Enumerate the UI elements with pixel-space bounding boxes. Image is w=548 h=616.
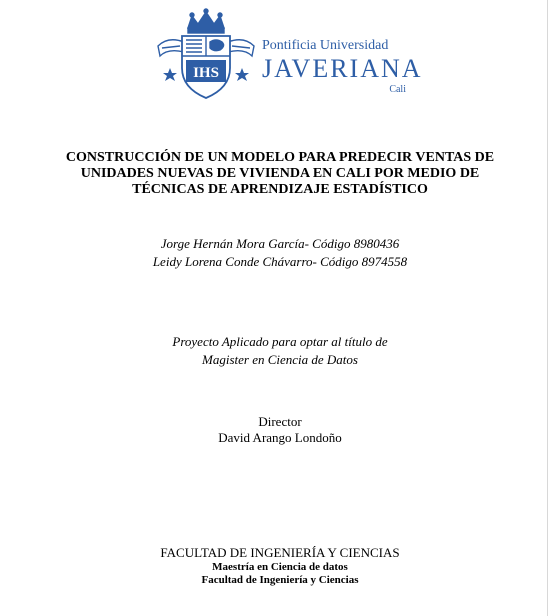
document-title [40, 150, 520, 198]
director-block [40, 414, 520, 446]
director-label: Director [258, 414, 302, 429]
seal-monogram: IHS [193, 65, 219, 81]
title-line-3: TÉCNICAS DE APRENDIZAJE ESTADÍSTICO [132, 182, 428, 197]
faculty-program: Maestría en Ciencia de datos [212, 561, 348, 573]
university-logo [150, 6, 423, 102]
title-line-2: UNIDADES NUEVAS DE VIVIENDA EN CALI POR MEDIO DE [80, 166, 480, 181]
faculty-sub: Facultad de Ingeniería y Ciencias [201, 574, 359, 586]
title-line-1: CONSTRUCCIÓN DE UN MODELO PARA PREDECIR VENTAS DE [65, 150, 495, 165]
logo-line-3: Cali [389, 84, 406, 95]
author-1: Jorge Hernán Mora García- Código 8980436 [160, 236, 400, 251]
logo-line-1: Pontificia Universidad [262, 38, 389, 53]
author-2: Leidy Lorena Conde Chávarro- Código 8974558 [152, 254, 408, 269]
logo-line-2: JAVERIANA [262, 54, 423, 83]
faculty-block [40, 545, 520, 587]
project-description [40, 333, 520, 369]
director-name: David Arango Londoño [218, 430, 342, 445]
university-seal-icon [150, 6, 262, 102]
faculty-main: FACULTAD DE INGENIERÍA Y CIENCIAS [160, 545, 400, 560]
project-line-1: Proyecto Aplicado para optar al título de [172, 334, 388, 349]
authors [40, 235, 520, 271]
project-line-2: Magister en Ciencia de Datos [202, 352, 358, 367]
